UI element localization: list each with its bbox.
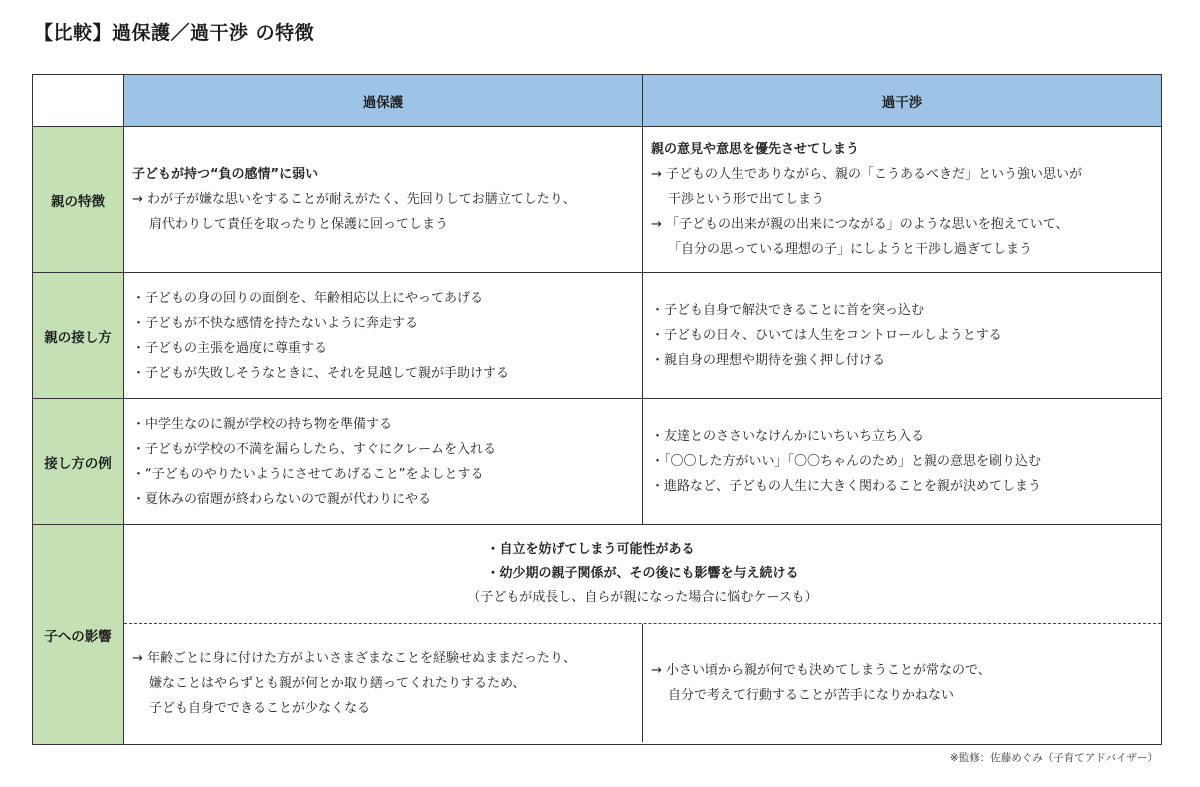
header-overinterference: 過干渉 xyxy=(643,75,1162,127)
list-item: ・中学生なのに親が学校の持ち物を準備する xyxy=(132,416,393,432)
trait-lead: 子どもが持つ“負の感情”に弱い xyxy=(132,167,319,182)
effect-cell xyxy=(124,525,1162,745)
text-line: 嫌なことはやらずとも親が何とか取り繕ってくれたりするため、 xyxy=(149,675,526,691)
header-overprotection: 過保護 xyxy=(124,75,643,127)
list-item: ・子どもが失敗しそうなときに、それを見越して親が手助けする xyxy=(132,365,510,381)
list-item: ・親自身の理想や期待を強く押し付ける xyxy=(651,353,886,368)
effect-overprotection xyxy=(124,624,643,742)
header-corner xyxy=(33,75,124,127)
trait-overinterference xyxy=(643,127,1162,273)
text-line: → 子どもの人生でありながら、親の「こうあるべきだ」という強い思いが xyxy=(651,167,1083,182)
list-item: ・夏休みの宿題が終わらないので親が代わりにやる xyxy=(132,491,432,507)
effect-split xyxy=(124,624,1161,742)
text-line: → 「子どもの出来が親の出来につながる」のような思いを抱えていて、 xyxy=(651,217,1069,232)
trait-lead: 親の意見や意思を優先させてしまう xyxy=(651,142,860,157)
list-item: ・「〇〇した方がいい」「〇〇ちゃんのため」と親の意思を刷り込む xyxy=(651,454,1042,469)
text-line: 子ども自身でできることが少なくなる xyxy=(149,700,371,716)
effect-shared-note: （子どもが成長し、自らが親になった場合に悩むケースも） xyxy=(467,590,818,605)
approach-overprotection xyxy=(124,273,643,399)
list-item: ・進路など、子どもの人生に大きく関わることを親が決めてしまう xyxy=(651,479,1042,494)
list-item: ・自立を妨げてしまう可能性がある xyxy=(486,542,695,557)
trait-overprotection xyxy=(124,127,643,273)
text-line: 自分で考えて行動することが苦手になりかねない xyxy=(668,688,955,703)
examples-overprotection xyxy=(124,399,643,525)
page-title: 【比較】過保護／過干渉 の特徴 xyxy=(34,22,315,44)
approach-overinterference xyxy=(643,273,1162,399)
text-line: → 年齢ごとに身に付けた方がよいさまざまなことを経験せぬままだったり、 xyxy=(132,650,577,666)
table-row-effect xyxy=(33,525,1162,745)
list-item: ・子どもが学校の不満を漏らしたら、すぐにクレームを入れる xyxy=(132,441,497,457)
list-item: ・子どもが不快な感情を持たないように奔走する xyxy=(132,315,419,331)
list-item: ・子どもの身の回りの面倒を、年齢相応以上にやってあげる xyxy=(132,290,484,306)
text-line: → わが子が嫌な思いをすることが耐えがたく、先回りしてお膳立てしたり、 xyxy=(132,192,576,207)
row-label-effect: 子への影響 xyxy=(33,525,124,745)
list-item: ・子どもの日々、ひいては人生をコントロールしようとする xyxy=(651,328,1002,343)
comparison-table xyxy=(32,74,1162,745)
examples-overinterference xyxy=(643,399,1162,525)
list-item: ・友達とのささいなけんかにいちいち立ち入る xyxy=(651,429,925,444)
table-row-examples xyxy=(33,399,1162,525)
text-line: → 小さい頃から親が何でも決めてしまうことが常なので、 xyxy=(651,663,991,678)
effect-shared xyxy=(124,525,1161,623)
header-row xyxy=(33,75,1162,127)
row-label-approach: 親の接し方 xyxy=(33,273,124,399)
footnote-supervisor: ※監修：佐藤めぐみ（子育てアドバイザー） xyxy=(949,752,1158,764)
text-line: 「自分の思っている理想の子」にしようと干渉し過ぎてしまう xyxy=(668,242,1033,257)
row-label-trait: 親の特徴 xyxy=(33,127,124,273)
list-item: ・子どもの主張を過度に尊重する xyxy=(132,340,328,356)
list-item: ・“子どものやりたいようにさせてあげること”をよしとする xyxy=(132,466,484,482)
list-item: ・幼少期の親子関係が、その後にも影響を与え続ける xyxy=(486,566,799,581)
text-line: 肩代わりして責任を取ったりと保護に回ってしまう xyxy=(149,217,449,232)
row-label-examples: 接し方の例 xyxy=(33,399,124,525)
text-line: 干渉という形で出てしまう xyxy=(668,192,825,207)
list-item: ・子ども自身で解決できることに首を突っ込む xyxy=(651,303,925,318)
effect-overinterference xyxy=(643,624,1161,742)
table-row-approach xyxy=(33,273,1162,399)
table-row-trait xyxy=(33,127,1162,273)
